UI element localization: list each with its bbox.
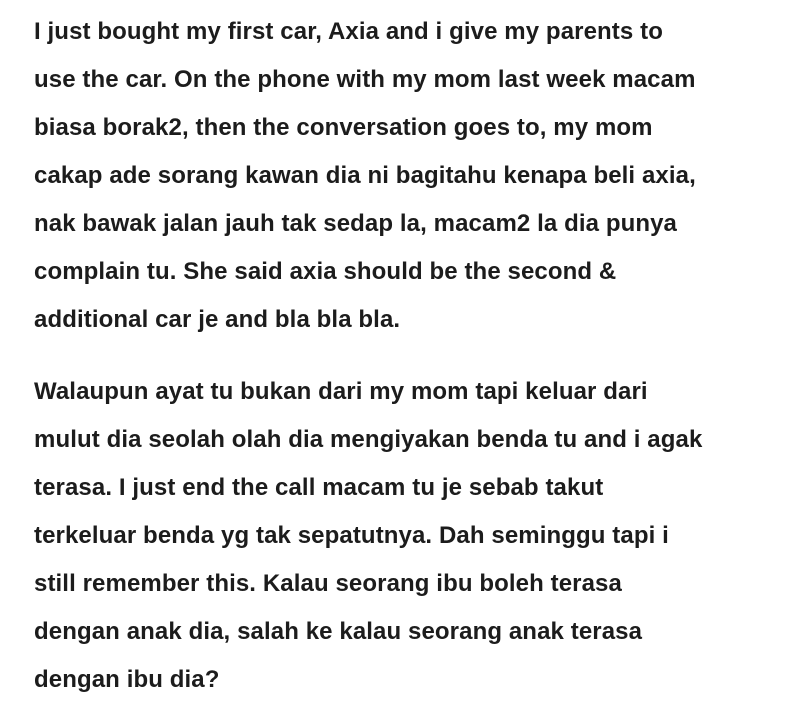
text-line: complain tu. She said axia should be the second & bbox=[34, 258, 617, 285]
paragraph-2 bbox=[34, 368, 774, 704]
text-line: terasa. I just end the call macam tu je sebab takut bbox=[34, 474, 604, 501]
post-text bbox=[34, 8, 774, 704]
text-line: I just bought my first car, Axia and i give my parents to bbox=[34, 18, 663, 45]
text-line: Walaupun ayat tu bukan dari my mom tapi keluar dari bbox=[34, 378, 648, 405]
text-line: biasa borak2, then the conversation goes to, my mom bbox=[34, 114, 653, 141]
text-line: use the car. On the phone with my mom last week macam bbox=[34, 66, 696, 93]
text-line: nak bawak jalan jauh tak sedap la, macam2 la dia punya bbox=[34, 210, 678, 237]
text-line: mulut dia seolah olah dia mengiyakan benda tu and i agak bbox=[34, 426, 703, 453]
text-line: additional car je and bla bla bla. bbox=[34, 306, 401, 333]
paragraph-1 bbox=[34, 8, 774, 344]
text-line: still remember this. Kalau seorang ibu boleh terasa bbox=[34, 570, 622, 597]
text-line: dengan ibu dia? bbox=[34, 666, 220, 693]
text-line: dengan anak dia, salah ke kalau seorang anak terasa bbox=[34, 618, 643, 645]
text-line: terkeluar benda yg tak sepatutnya. Dah seminggu tapi i bbox=[34, 522, 669, 549]
text-line: cakap ade sorang kawan dia ni bagitahu kenapa beli axia, bbox=[34, 162, 696, 189]
